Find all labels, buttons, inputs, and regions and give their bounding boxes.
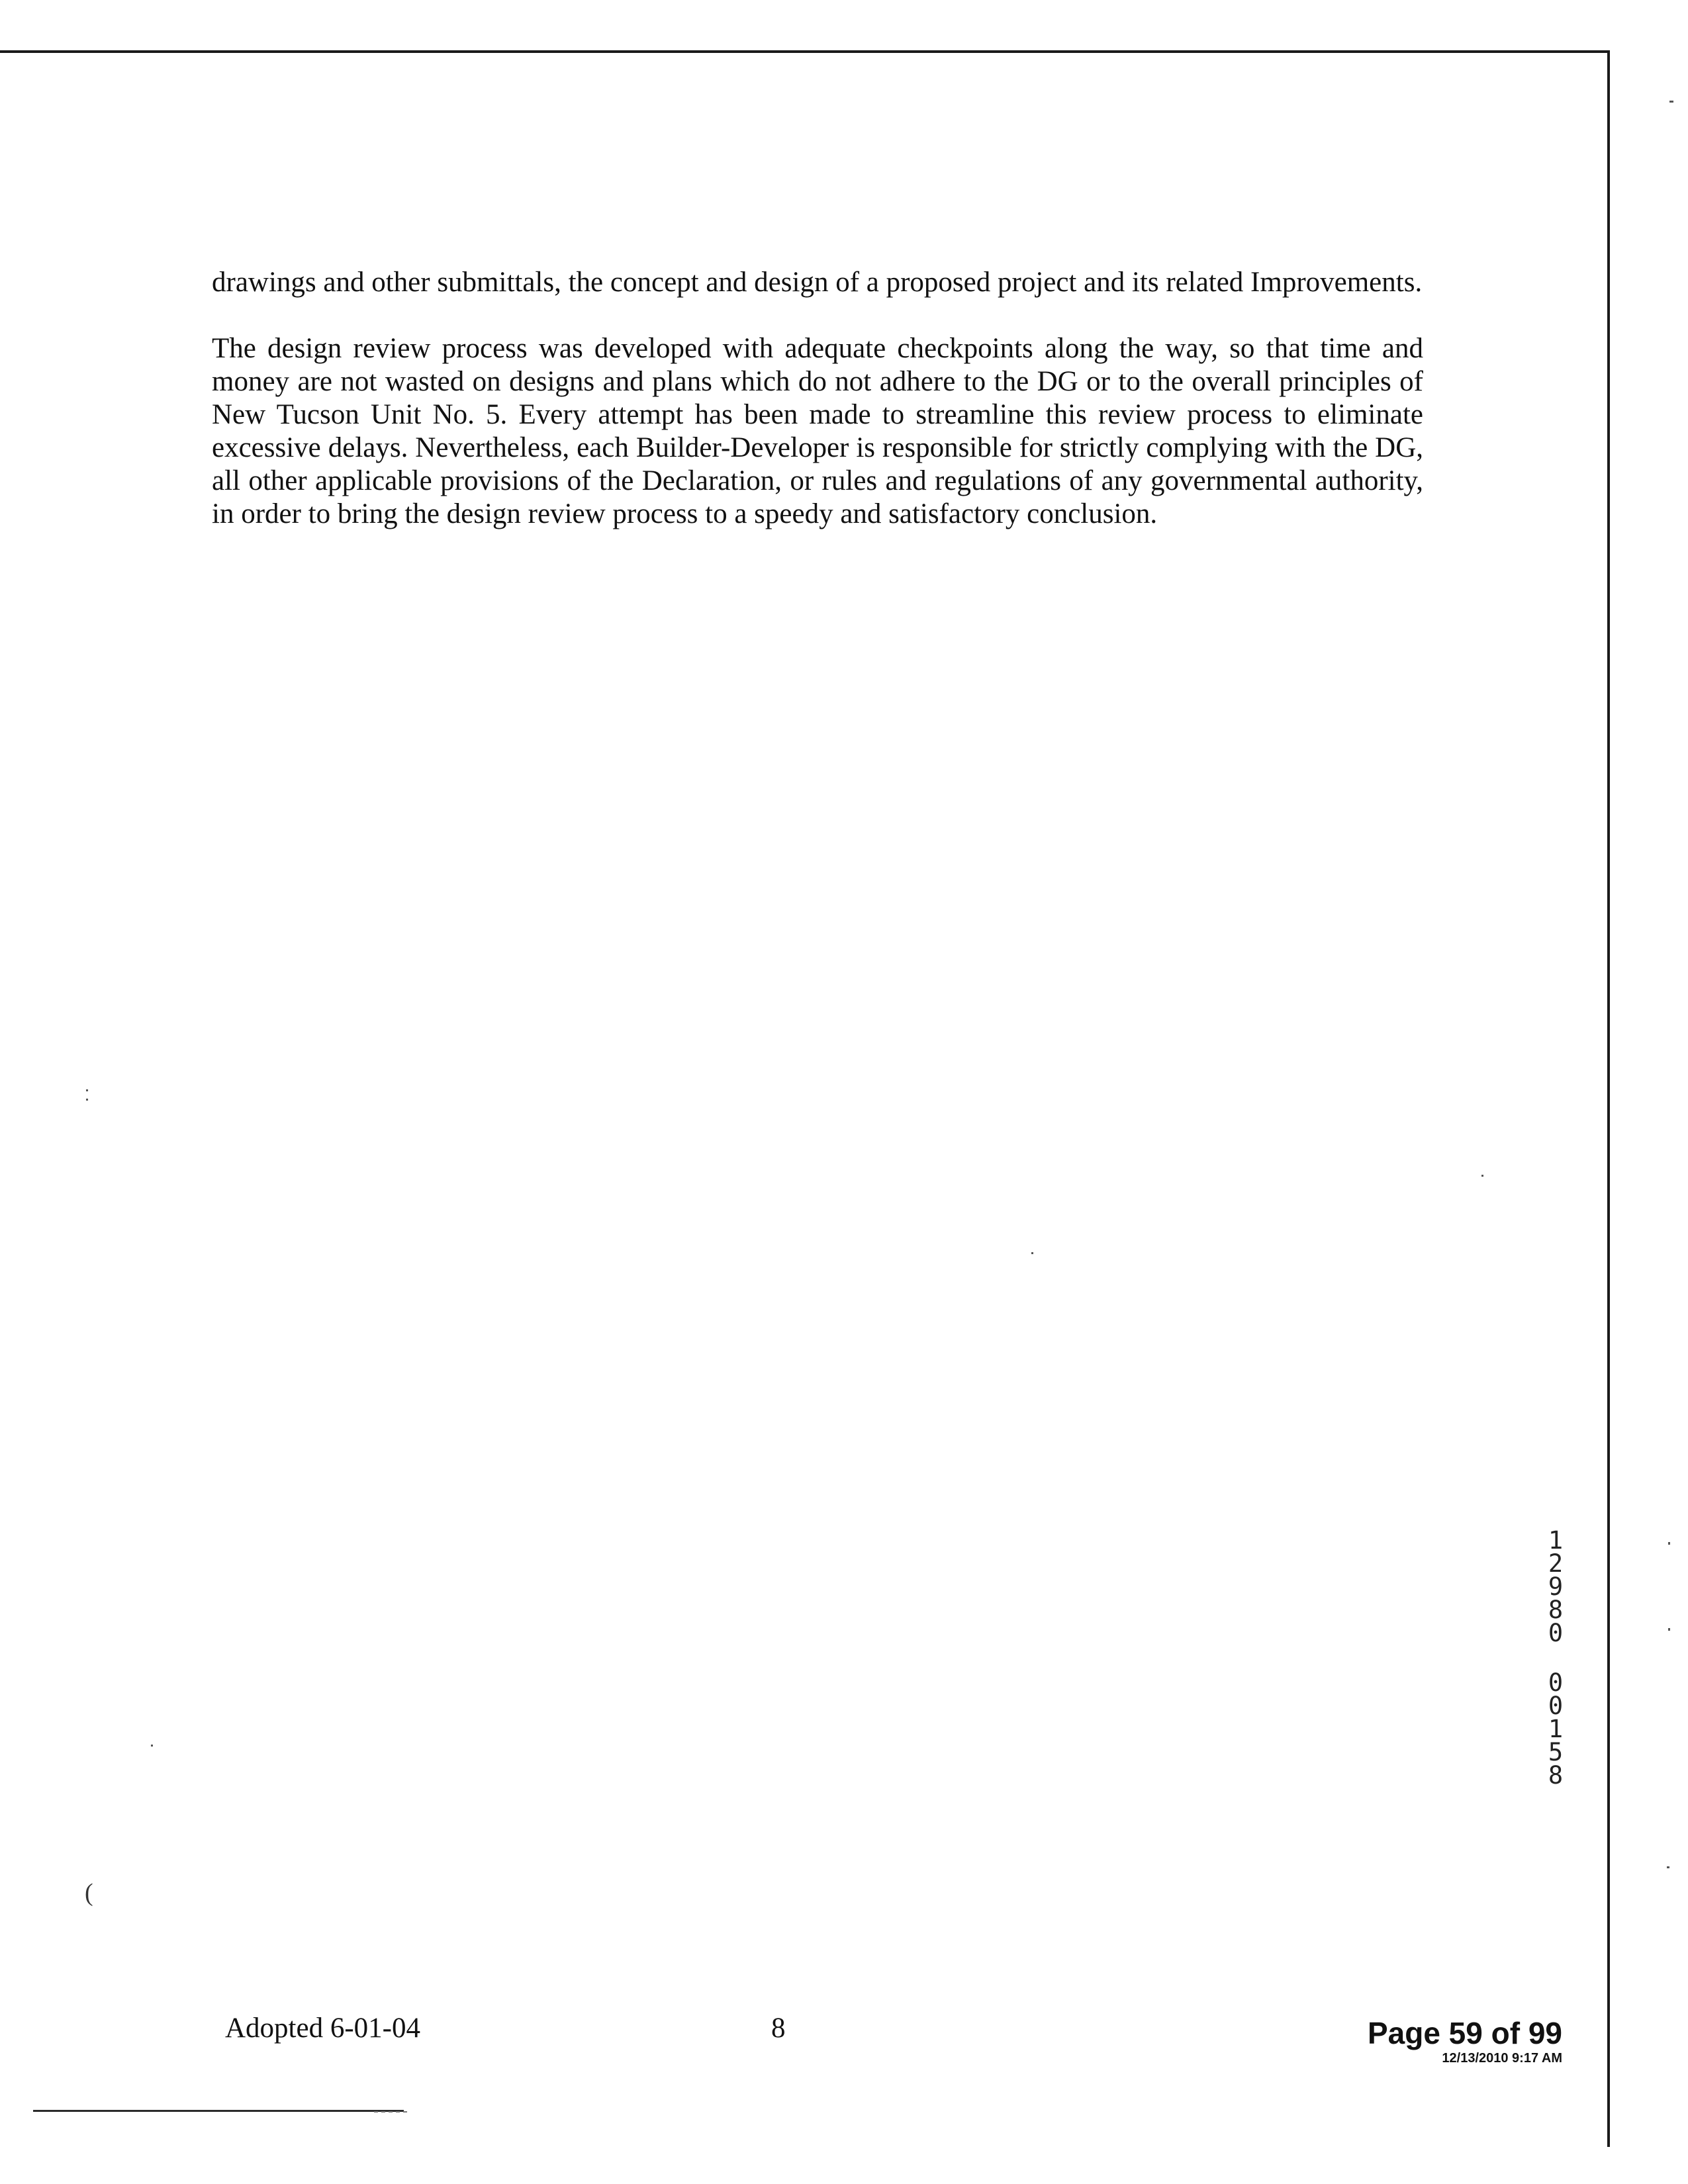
body-text [212, 266, 1423, 564]
scan-speck [1668, 1628, 1670, 1631]
side-digit: 0 [1548, 1668, 1564, 1697]
footer-page-number: 8 [771, 2013, 786, 2044]
top-border-line [0, 50, 1609, 53]
bottom-scan-line-tail [374, 2111, 407, 2114]
recorder-timestamp: 12/13/2010 9:17 AM [1442, 2051, 1562, 2066]
paragraph-2: The design review process was developed with adequate checkpoints along the way, so that time and money are not wasted on designs and plans which do not adhere to the DG or to the overall principles of New Tucson Unit No. 5. Every attempt has been made to streamline this review process to eliminate excessive delays. Nevertheless, each Builder-Developer is responsible for strictly complying with the DG, all other applicable provisions of the Declaration, or rules and regulations of any governmental authority, in order to bring the design review process to a speedy and satisfactory conclusion. [212, 333, 1423, 529]
scan-speck [1669, 101, 1673, 103]
scan-speck [1667, 1866, 1669, 1868]
scan-speck [151, 1745, 153, 1747]
side-digit: 1 [1548, 1526, 1564, 1555]
scan-speck [1031, 1252, 1033, 1254]
side-digit: 9 [1548, 1572, 1564, 1601]
side-digit: 2 [1548, 1549, 1564, 1578]
scan-speck [1668, 1542, 1670, 1545]
side-digit: 8 [1548, 1596, 1564, 1624]
scan-paren-mark: ( [85, 1879, 93, 1907]
footer-adopted-date: Adopted 6-01-04 [225, 2013, 420, 2044]
scan-speck [86, 1099, 88, 1101]
side-document-number [1542, 1526, 1569, 1790]
bottom-scan-line [33, 2110, 404, 2112]
side-digit: 0 [1548, 1619, 1564, 1647]
scan-speck [1481, 1175, 1483, 1177]
side-digit: 5 [1548, 1738, 1564, 1766]
scan-speck [86, 1089, 88, 1091]
side-digit: 8 [1548, 1761, 1564, 1790]
recorder-page-stamp: Page 59 of 99 [1367, 2016, 1562, 2050]
side-digit: 0 [1548, 1692, 1564, 1720]
paragraph-1: drawings and other submittals, the concept and design of a proposed project and its related Improvements. [212, 267, 1423, 298]
right-border-line [1607, 50, 1610, 2147]
side-digit: 1 [1548, 1715, 1564, 1743]
